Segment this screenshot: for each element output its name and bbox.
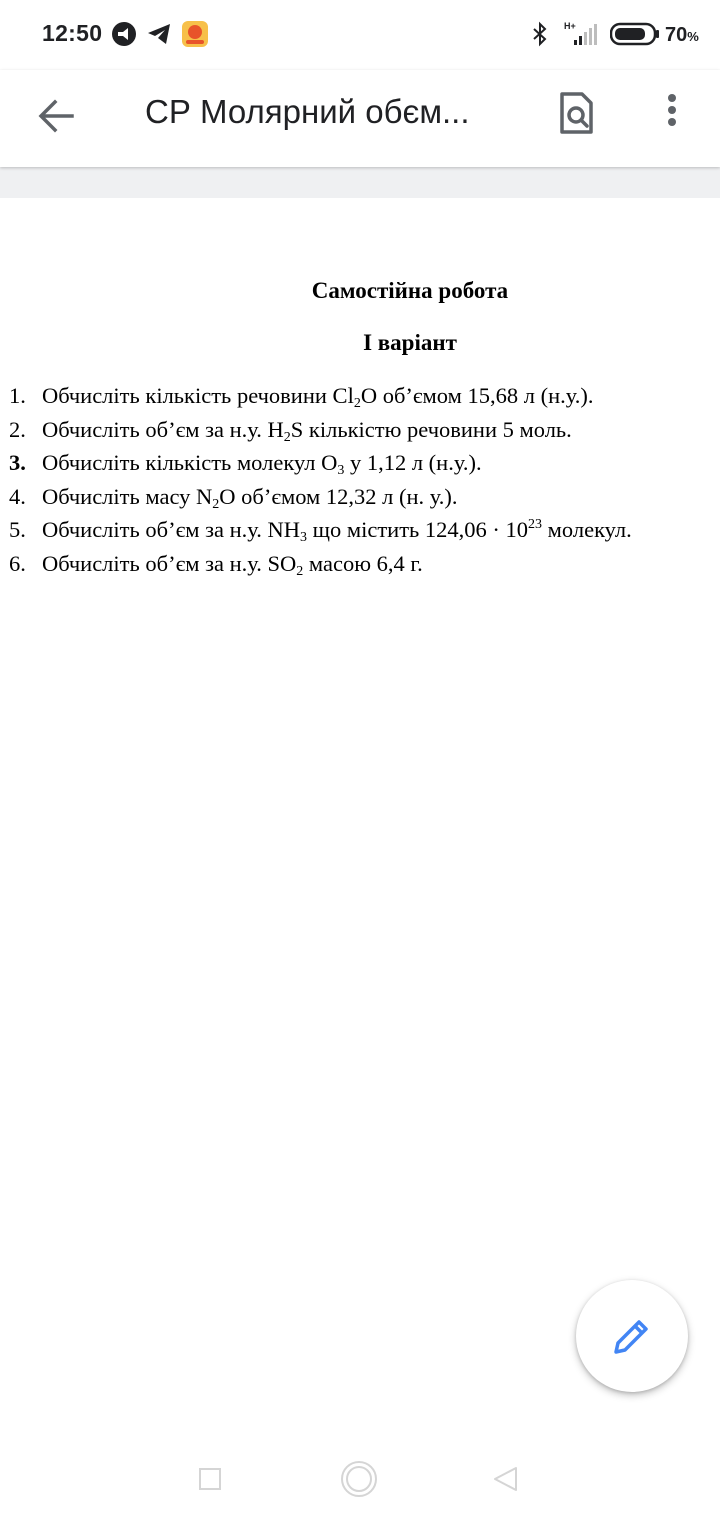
task-text-run: Обчисліть кількість речовини Cl bbox=[42, 383, 354, 408]
battery-icon bbox=[610, 22, 660, 50]
back-button[interactable] bbox=[28, 88, 84, 144]
formula-subscript: 3 bbox=[337, 463, 345, 479]
formula-subscript: 2 bbox=[353, 396, 361, 411]
toolbar-divider-band bbox=[0, 167, 720, 198]
task-number: 2. bbox=[9, 416, 26, 442]
network-type-label: H+ bbox=[564, 21, 576, 31]
app-bar bbox=[0, 70, 720, 167]
nav-back-button[interactable] bbox=[481, 1454, 531, 1504]
task-text-run: Обчисліть об’єм за н.у. NH bbox=[42, 517, 301, 543]
task-text bbox=[42, 446, 482, 480]
telegram-icon bbox=[145, 20, 173, 48]
task-number: 3. bbox=[9, 450, 26, 476]
task-text-run: O об’ємом 12,32 л (н. у.). bbox=[219, 483, 458, 509]
task-item bbox=[0, 446, 720, 480]
signal-icon bbox=[560, 20, 602, 48]
task-item bbox=[0, 413, 720, 447]
task-text-run: масою 6,4 г. bbox=[303, 550, 423, 576]
task-text bbox=[42, 379, 593, 413]
task-text-run: Обчисліть кількість молекул O bbox=[42, 450, 338, 476]
formula-superscript: 23 bbox=[528, 517, 543, 533]
task-text-run: Обчисліть масу N bbox=[42, 483, 213, 509]
bluetooth-icon bbox=[526, 20, 554, 48]
home-button[interactable] bbox=[334, 1454, 384, 1504]
back-arrow-icon bbox=[28, 88, 84, 144]
status-bar bbox=[0, 0, 720, 70]
task-item bbox=[0, 547, 720, 581]
back-triangle-icon bbox=[481, 1454, 531, 1504]
document-title: СР Молярний обєм... bbox=[145, 93, 470, 130]
formula-subscript: 3 bbox=[300, 530, 308, 546]
home-circle-icon bbox=[334, 1454, 384, 1504]
document-page[interactable] bbox=[0, 198, 720, 1438]
task-text bbox=[42, 480, 458, 514]
task-list bbox=[0, 379, 720, 581]
task-text bbox=[42, 547, 423, 581]
doc-variant-heading: І варіант bbox=[363, 330, 457, 355]
task-text-run: що містить 124,06 · 10 bbox=[307, 517, 529, 543]
task-number: 5. bbox=[9, 517, 26, 543]
find-in-document-button[interactable] bbox=[548, 86, 604, 142]
battery-percentage: 70% bbox=[665, 24, 699, 46]
recents-button[interactable] bbox=[185, 1454, 235, 1504]
task-number: 1. bbox=[9, 383, 26, 408]
task-item bbox=[0, 379, 720, 413]
formula-subscript: 2 bbox=[296, 563, 304, 579]
system-nav-bar bbox=[0, 1438, 720, 1520]
task-text-run: O об’ємом 15,68 л (н.у.). bbox=[360, 383, 594, 408]
task-item bbox=[0, 480, 720, 514]
task-text-run: Обчисліть об’єм за н.у. SO bbox=[42, 550, 297, 576]
more-options-button[interactable] bbox=[648, 86, 696, 142]
app-notification-icon bbox=[181, 20, 209, 48]
task-number: 6. bbox=[9, 550, 26, 576]
notification-icon bbox=[110, 20, 138, 48]
formula-subscript: 2 bbox=[212, 496, 220, 512]
recents-square-icon bbox=[185, 1454, 235, 1504]
doc-heading: Самостійна робота bbox=[311, 278, 509, 303]
find-in-document-icon bbox=[548, 86, 604, 142]
formula-subscript: 2 bbox=[283, 429, 291, 445]
more-vert-icon bbox=[648, 86, 696, 142]
task-text-run: молекул. bbox=[542, 517, 632, 543]
task-item bbox=[0, 513, 720, 547]
task-text bbox=[42, 413, 572, 447]
task-text-run: S кількістю речовини 5 моль. bbox=[290, 416, 572, 442]
task-text-run: у 1,12 л (н.у.). bbox=[344, 450, 482, 476]
task-number: 4. bbox=[9, 483, 26, 509]
edit-button[interactable] bbox=[576, 1280, 688, 1392]
task-text-run: Обчисліть об’єм за н.у. H bbox=[42, 416, 284, 442]
edit-pencil-icon bbox=[610, 1314, 654, 1358]
status-time: 12:50 bbox=[42, 20, 103, 46]
task-text bbox=[42, 513, 632, 547]
